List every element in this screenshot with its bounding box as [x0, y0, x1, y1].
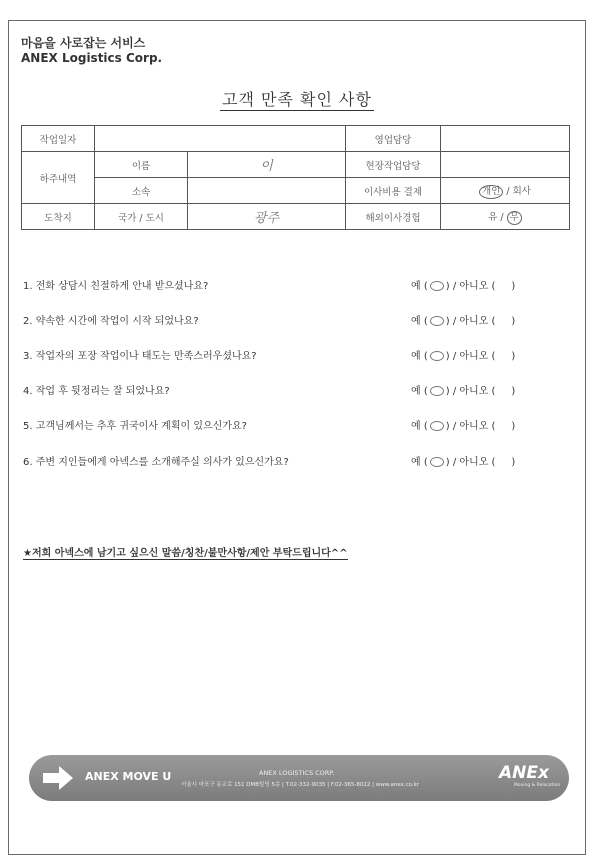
anex-logo: ANEx — [499, 763, 549, 783]
yes-circle-mark[interactable] — [430, 281, 444, 291]
affiliation-label: 소속 — [95, 178, 188, 204]
overseas-options[interactable]: 유 / 무 — [441, 204, 570, 230]
overseas-label: 해외이사경험 — [346, 204, 441, 230]
question-row: 5. 고객님께서는 추후 귀국이사 계획이 있으신가요? 예 ( ) / 아니오 ( ) — [23, 417, 563, 433]
answer-choices[interactable]: 예 ( ) / 아니오 ( ) — [411, 281, 516, 292]
answer-choices[interactable]: 예 ( ) / 아니오 ( ) — [411, 421, 516, 432]
affiliation-cell[interactable] — [188, 178, 346, 204]
slogan: 마음을 사로잡는 서비스 — [21, 36, 146, 50]
payment-label: 이사비용 결제 — [346, 178, 441, 204]
destination-value[interactable]: 광주 — [188, 204, 346, 230]
move-u-label: ANEX MOVE U — [85, 770, 172, 783]
yes-circle-mark[interactable] — [430, 316, 444, 326]
sales-rep-label: 영업담당 — [346, 126, 441, 152]
payment-options[interactable]: 개인 / 회사 — [441, 178, 570, 204]
answer-choices[interactable]: 예 ( ) / 아니오 ( ) — [411, 351, 516, 362]
name-label: 이름 — [95, 152, 188, 178]
logo-subtitle: Moving & Relocation — [514, 783, 561, 788]
form-page — [8, 20, 586, 855]
site-manager-cell[interactable] — [441, 152, 570, 178]
question-row: 4. 작업 후 뒷정리는 잘 되었나요? 예 ( ) / 아니오 ( ) — [23, 382, 563, 398]
yes-circle-mark[interactable] — [430, 457, 444, 467]
overseas-yes-option[interactable]: 유 — [488, 211, 498, 223]
site-manager-label: 현장작업담당 — [346, 152, 441, 178]
yes-circle-mark[interactable] — [430, 386, 444, 396]
form-title: 고객 만족 확인 사항 — [222, 90, 372, 109]
question-row: 3. 작업자의 포장 작업이나 태도는 만족스러우셨나요? 예 ( ) / 아니오 ( ) — [23, 347, 563, 363]
payment-company-option[interactable]: 회사 — [512, 185, 531, 197]
question-row: 2. 약속한 시간에 작업이 시작 되었나요? 예 ( ) / 아니오 ( ) — [23, 312, 563, 328]
name-value[interactable]: 이 — [188, 152, 346, 178]
answer-choices[interactable]: 예 ( ) / 아니오 ( ) — [411, 386, 516, 397]
destination-label: 도착지 — [22, 204, 95, 230]
info-table — [21, 125, 570, 230]
footer-banner — [29, 755, 569, 801]
footer-address: 서울시 마포구 동교로 151 DMB빌딩 5층 | T.02-332-9035 | F.02-365-8022 | www.anex.co.kr — [181, 782, 420, 788]
sales-rep-cell[interactable] — [441, 126, 570, 152]
company-name: ANEX Logistics Corp. — [21, 51, 163, 65]
question-row: 1. 전화 상담시 친절하게 안내 받으셨나요? 예 ( ) / 아니오 ( ) — [23, 277, 563, 293]
yes-circle-mark[interactable] — [430, 351, 444, 361]
question-row: 6. 주변 지인들에게 아넥스를 소개해주실 의사가 있으신가요? 예 ( ) / 아니오 ( ) — [23, 453, 563, 469]
answer-choices[interactable]: 예 ( ) / 아니오 ( ) — [411, 316, 516, 327]
request-heading: ★저희 아넥스에 남기고 싶으신 말씀/칭찬/불만사항/제안 부탁드립니다^^ — [23, 544, 348, 560]
country-city-label: 국가 / 도시 — [95, 204, 188, 230]
answer-choices[interactable]: 예 ( ) / 아니오 ( ) — [411, 457, 516, 468]
overseas-no-option[interactable]: 무 — [507, 211, 522, 225]
footer-corp: ANEX LOGISTICS CORP. — [259, 769, 335, 777]
yes-circle-mark[interactable] — [430, 421, 444, 431]
arrow-icon — [41, 763, 75, 793]
shipper-label: 하주내역 — [22, 152, 95, 204]
work-date-label: 작업일자 — [22, 126, 95, 152]
payment-personal-option[interactable]: 개인 — [479, 185, 503, 199]
work-date-cell[interactable] — [95, 126, 346, 152]
brand-block — [21, 36, 162, 66]
